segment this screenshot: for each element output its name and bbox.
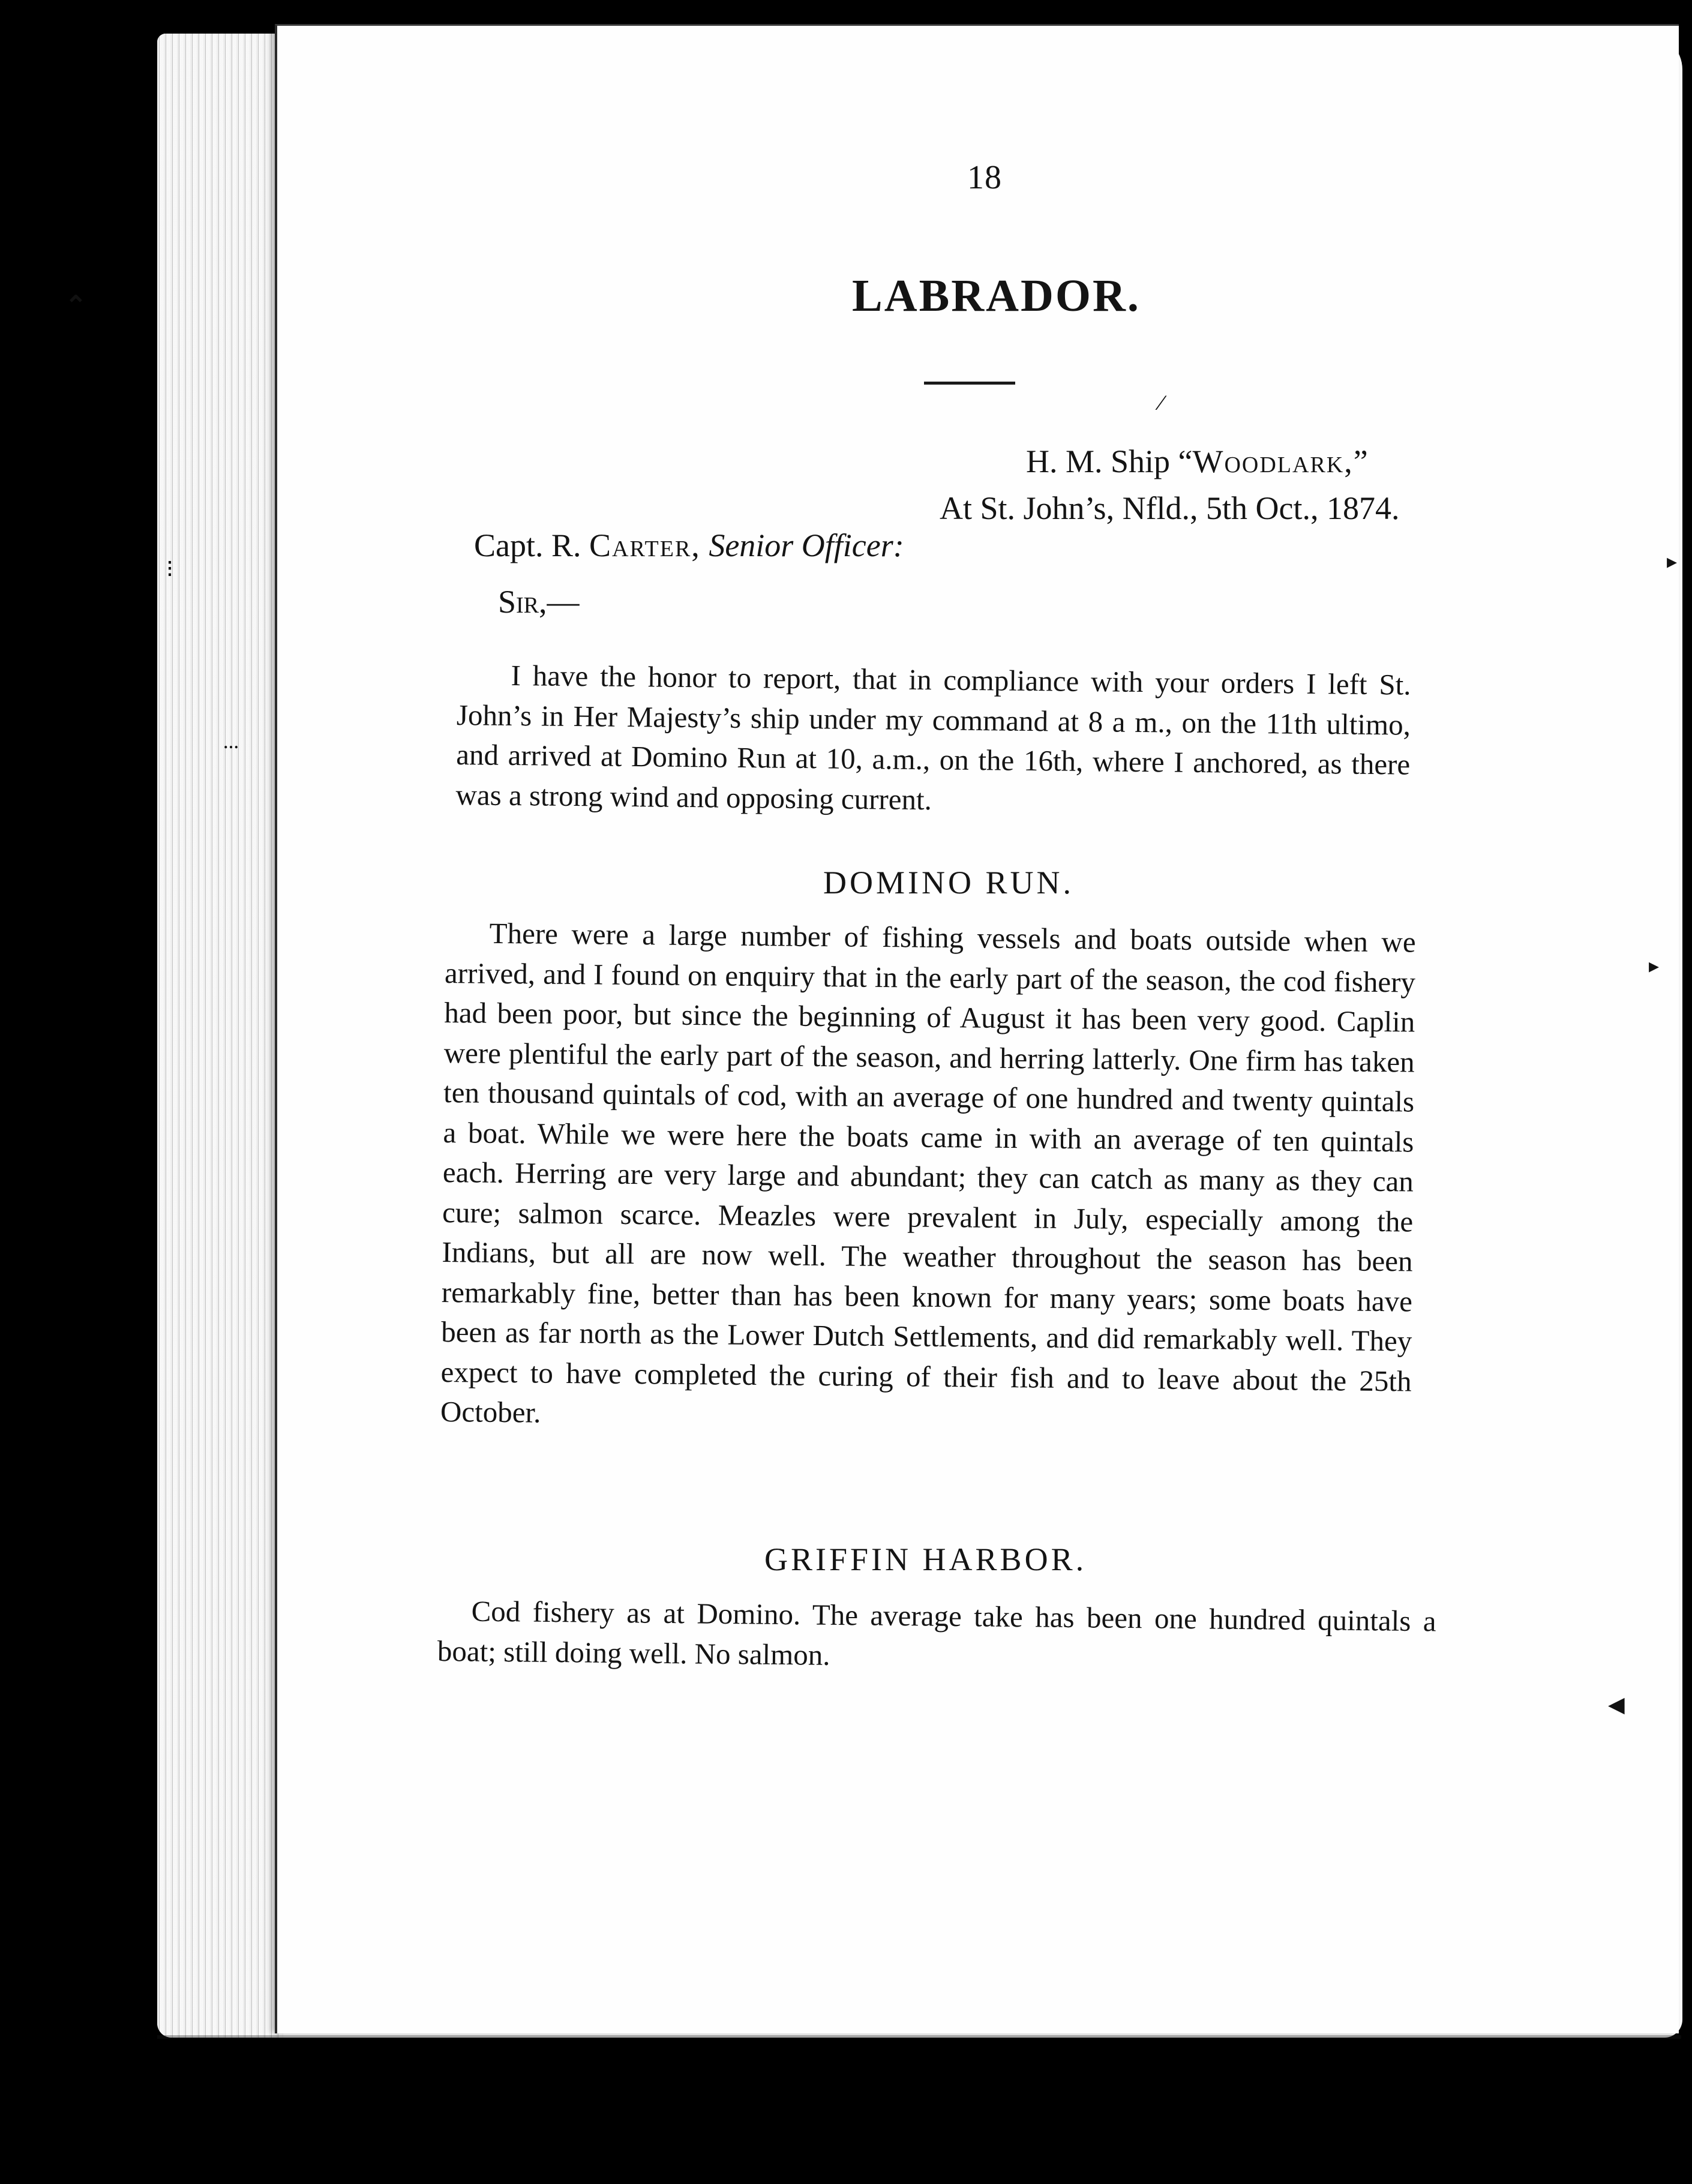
ship-prefix: H. M. Ship “: [1026, 443, 1193, 479]
section-body-domino-run: There were a large number of fishing vessels and boats outside when we arrived, and I found on enquiry that in the early part of the season, the cod fishery had been poor, but since the beginning of August it has been very good. Caplin were plentiful the early part of the season, and herring latterly. One firm has taken ten thousand quintals of cod, with an average of one hundred and twenty quintals a boat. While we were here the boats came in with an average of ten quintals each. Herring are very large and abundant; they can catch as many as they can cure; salmon scarce. Meazles were prevalent in July, especially among the Indians, but all are now well. The weather throughout the season has been remarkably fine, better than has been known for many years; some boats have been as far north as the Lower Dutch Settlements, and did remarkably well. They expect to have completed the curing of their fish and to leave about the 25th October.: [440, 916, 1416, 1429]
margin-speck-icon: ⌃: [65, 291, 87, 320]
margin-speck-icon: ◀: [1608, 1693, 1625, 1717]
section-body-griffin-harbor: Cod fishery as at Domino. The average take has been one hundred quintals a boat; still doing well. No salmon.: [437, 1594, 1436, 1672]
letter-salutation: Sir,—: [498, 584, 580, 620]
page-bottom-shadow: [157, 2035, 1681, 2039]
page-number: 18: [967, 159, 1002, 196]
letter-addressee: [474, 527, 904, 564]
addressee-role: Senior Officer:: [709, 527, 904, 563]
section-heading-griffin-harbor: GRIFFIN HARBOR.: [764, 1541, 1087, 1577]
margin-speck-icon: ▸: [1649, 955, 1660, 977]
intro-paragraph: I have the honor to report, that in compliance with your orders I left St. John’s in Her Majesty’s ship under my command at 8 a m., on the 11th ultimo, and arrived at Domino Run at 10, a.m., on the 16th, where I anchored, as there was a strong wind and opposing current.: [455, 658, 1411, 816]
addressee-surname: Carter,: [589, 527, 701, 563]
section-heading-domino-run: DOMINO RUN.: [823, 865, 1074, 901]
margin-speck-icon: ⁄: [1159, 391, 1163, 415]
letter-ship-line: [1026, 443, 1369, 480]
margin-speck-icon: ⋮: [161, 559, 179, 578]
addressee-name-prefix: Capt. R.: [474, 527, 590, 563]
title-divider: [924, 382, 1015, 385]
ship-name: Woodlark,”: [1192, 443, 1369, 479]
letter-place-date: At St. John’s, Nfld., 5th Oct., 1874.: [940, 490, 1400, 526]
margin-speck-icon: …: [223, 734, 239, 752]
margin-speck-icon: ▸: [1667, 551, 1678, 573]
page-stack-edges: [157, 34, 283, 2038]
page-title: LABRADOR.: [852, 271, 1141, 321]
